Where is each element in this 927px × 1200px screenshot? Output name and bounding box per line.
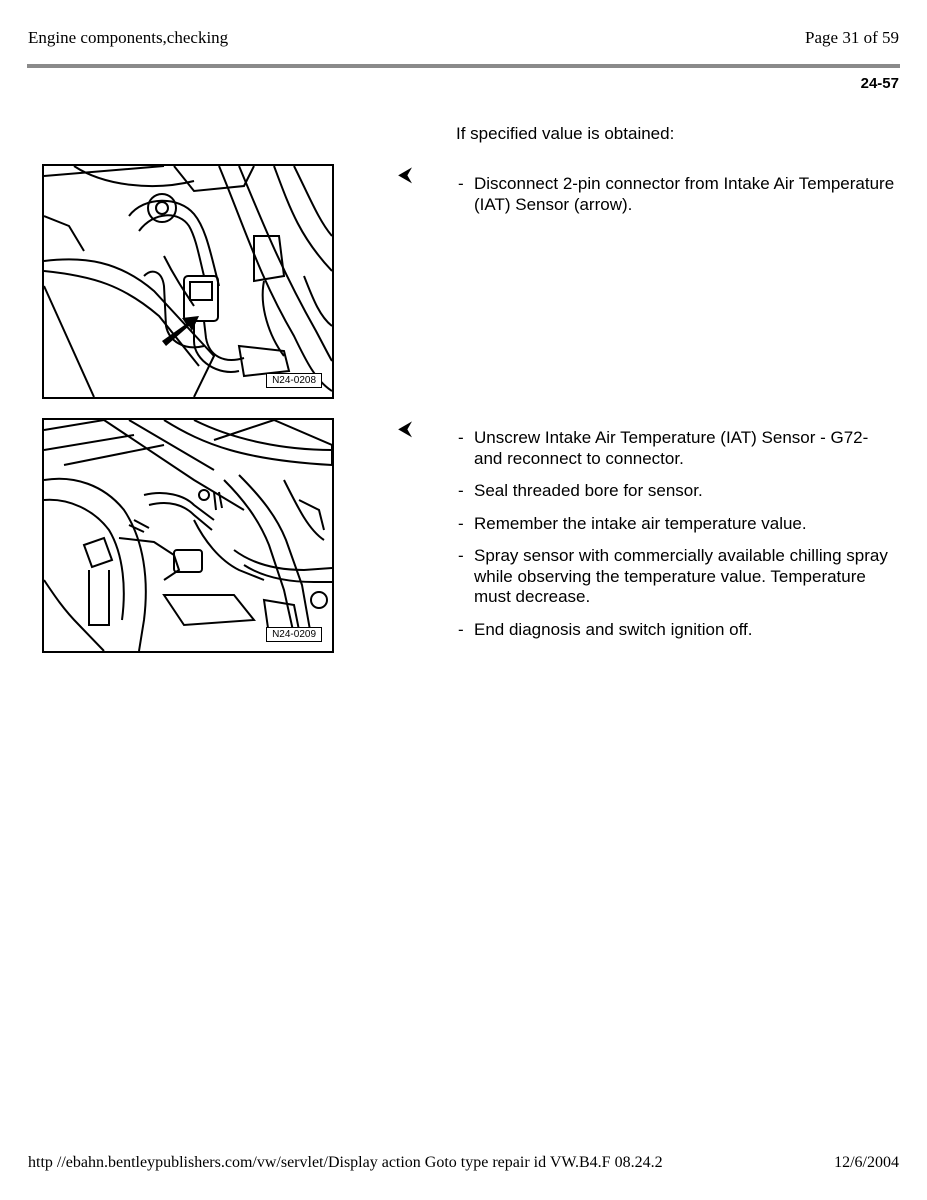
arrow-left-icon: ⮜ (398, 416, 413, 440)
page-counter: Page 31 of 59 (805, 28, 899, 47)
list-item: - Unscrew Intake Air Temperature (IAT) Sensor - G72- and reconnect to connector. (456, 428, 896, 469)
figure-iat-connector (42, 164, 334, 399)
steps-list-1 (456, 174, 896, 227)
figure-label: N24-0209 (266, 627, 322, 642)
list-item: - Remember the intake air temperature value. (456, 514, 896, 535)
list-item: - End diagnosis and switch ignition off. (456, 620, 896, 641)
list-item: - Disconnect 2-pin connector from Intake Air Temperature (IAT) Sensor (arrow). (456, 174, 896, 215)
engine-drawing-1 (44, 166, 332, 397)
list-item: - Seal threaded bore for sensor. (456, 481, 896, 502)
section-number: 24-57 (860, 75, 899, 92)
figure-iat-sensor-removed (42, 418, 334, 653)
arrow-left-icon: ⮜ (398, 162, 413, 186)
header-rule (27, 64, 900, 68)
list-item: - Spray sensor with commercially available chilling spray while observing the temperature value. Temperature must decrease. (456, 546, 896, 608)
steps-list-2 (456, 428, 896, 652)
footer-url: http //ebahn.bentleypublishers.com/vw/servlet/Display action Goto type repair id VW.B4.F 08.24.2 (28, 1154, 663, 1171)
intro-text: If specified value is obtained: (456, 124, 675, 143)
page-header-title: Engine components,checking (28, 28, 229, 47)
footer-date: 12/6/2004 (834, 1154, 899, 1171)
engine-drawing-2 (44, 420, 332, 651)
figure-label: N24-0208 (266, 373, 322, 388)
